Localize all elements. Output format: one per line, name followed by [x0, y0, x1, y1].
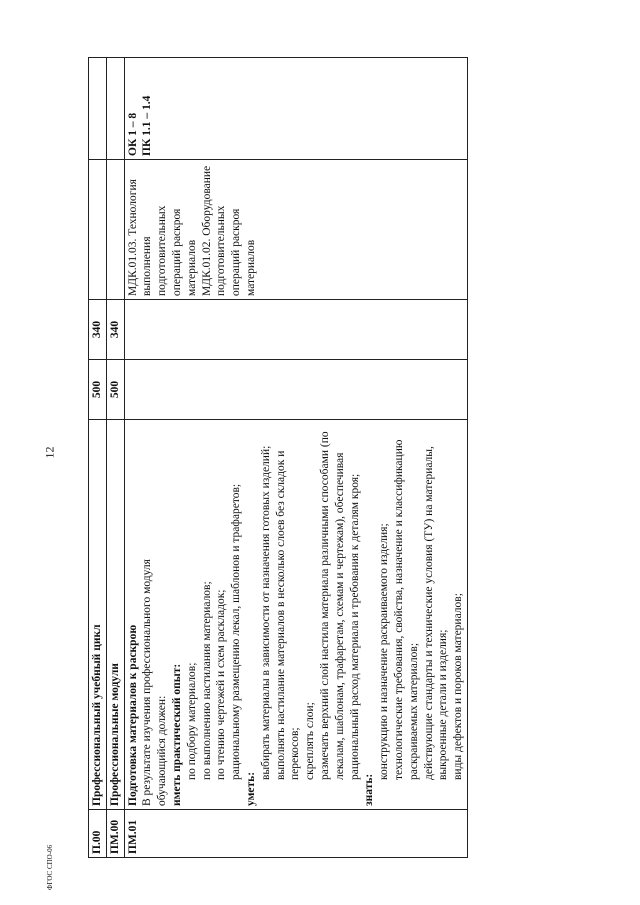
module-description [124, 420, 467, 810]
description-line: иметь практический опыт: [170, 663, 183, 806]
title-cell: Профессиональный учебный цикл [89, 420, 107, 810]
title-cell: Профессиональные модули [106, 420, 124, 810]
description-line: виды дефектов и пороков материалов; [452, 593, 465, 780]
competency-pk: ПК 1.1 – 1.4 [141, 95, 154, 156]
description-line: по выполнению настилания материалов; [200, 581, 213, 780]
description-line: конструкцию и назначение раскраиваемого изделия; [378, 523, 391, 780]
mdk-cell [89, 160, 107, 300]
description-line: по подбору материалов; [185, 662, 198, 780]
description-line: В результате изучения профессионального модуля [141, 559, 154, 806]
description-line: по чтению чертежей и схем раскладок; [215, 589, 228, 780]
competencies-cell [106, 58, 124, 160]
competency-ok: ОК 1 – 8 [126, 112, 139, 156]
hours-cell: 340 [106, 300, 124, 360]
description-line: уметь: [244, 771, 257, 806]
mdk-cell [106, 160, 124, 300]
description-line: Подготовка материалов к раскрою [126, 624, 139, 806]
mdk-entry: МДК.01.03. Технология выполнения подготовительных операций раскроя материалов [126, 179, 198, 296]
description-line: действующие стандарты и технические условия (ТУ) на материалы, выкроенные детали и изделия; [422, 446, 450, 780]
page-number: 12 [42, 446, 57, 459]
competencies-cell [124, 58, 467, 160]
description-line: технологические требования, свойства, назначение и классификацию раскраиваемых материалов; [392, 439, 420, 780]
competencies-cell [89, 58, 107, 160]
max-load-cell: 500 [89, 360, 107, 420]
mdk-entry: МДК.01.02. Оборудование подготовительных операций раскроя материалов [200, 165, 257, 296]
table-row [106, 58, 124, 858]
table-row [89, 58, 107, 858]
footer-standard-code: ФГОС СПО-06 [46, 844, 54, 890]
description-line: обучающийся должен: [156, 695, 169, 806]
curriculum-table-rotated [88, 58, 552, 858]
description-line: выполнять настилание материалов в несколько слоев без складок и перекосов; [274, 450, 302, 780]
description-line: размечать верхний слой настила материала различными способами (по лекалам, шаблонам, трафаретам, схемам и чертежам), обеспечивая рациональный расход материала и требования к деталям кроя; [318, 431, 361, 780]
index-cell: ПМ.01 [124, 810, 467, 858]
description-line: знать: [363, 773, 376, 806]
description-line: рациональному размещению лекал, шаблонов и трафаретов; [230, 483, 243, 780]
index-cell: П.00 [89, 810, 107, 858]
index-cell: ПМ.00 [106, 810, 124, 858]
max-load-cell: 500 [106, 360, 124, 420]
table-row [124, 58, 467, 858]
description-line: выбирать материалы в зависимости от назначения готовых изделий; [259, 445, 272, 780]
mdk-cell [124, 160, 467, 300]
hours-cell: 340 [89, 300, 107, 360]
curriculum-table [88, 57, 468, 858]
hours-cell [124, 300, 467, 360]
max-load-cell [124, 360, 467, 420]
description-line: скреплять слои; [304, 702, 317, 780]
